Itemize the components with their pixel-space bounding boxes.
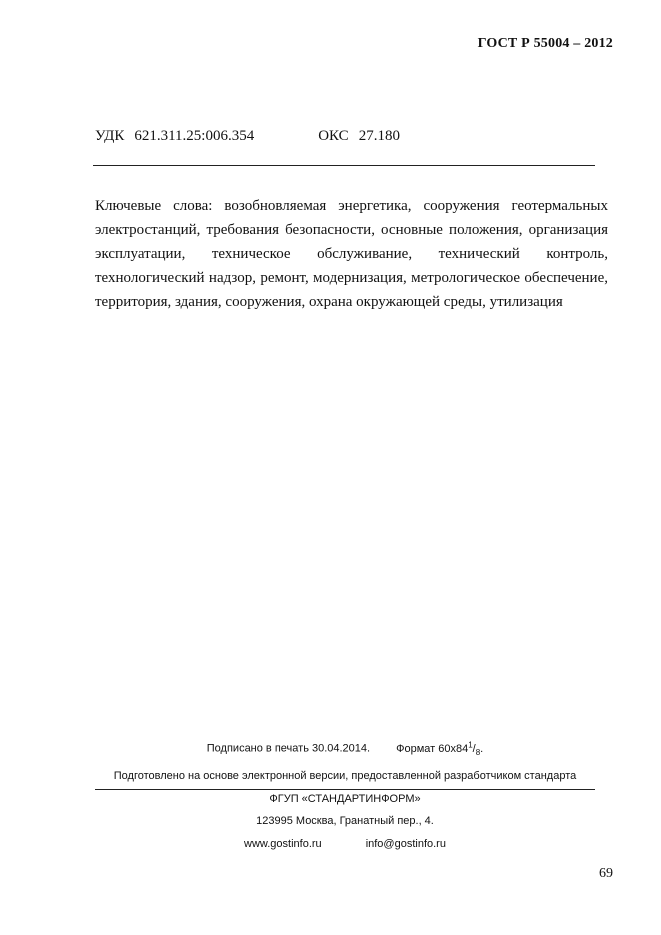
standard-code: ГОСТ Р 55004 – 2012 (477, 36, 613, 51)
email-link[interactable]: info@gostinfo.ru (365, 838, 446, 850)
udk-value: 621.311.25:006.354 (134, 128, 255, 144)
oks-label: ОКС (318, 128, 349, 144)
keywords-paragraph: Ключевые слова: возобновляемая энергетика, сооружения геотермальных электростанций, требования безопасности, основные положения, организация эксплуатации, техническое обслуживание, технический контроль, технологический надзор, ремонт, модернизация, метрологическое обеспечение, территория, здания, сооружения, охрана окружающей среды, утилизация (95, 198, 608, 310)
page-number: 69 (599, 866, 613, 881)
classification-line (95, 128, 400, 145)
signed-line (80, 740, 610, 757)
organization-name: ФГУП «СТАНДАРТИНФОРМ» (269, 793, 421, 805)
prepared-text: Подготовлено на основе электронной версии, предоставленной разработчиком стандарта (113, 770, 577, 782)
bottom-divider (95, 789, 595, 790)
organization-address: 123995 Москва, Гранатный пер., 4. (256, 815, 434, 827)
signed-text: Подписано в печать 30.04.2014. (206, 742, 371, 755)
website-link[interactable]: www.gostinfo.ru (244, 838, 322, 850)
top-divider (93, 165, 595, 166)
oks-value: 27.180 (358, 128, 400, 144)
contact-line (80, 838, 610, 850)
format-text: Формат $60x84^1/_8$. (396, 740, 484, 757)
udk-label: УДК (95, 128, 125, 144)
